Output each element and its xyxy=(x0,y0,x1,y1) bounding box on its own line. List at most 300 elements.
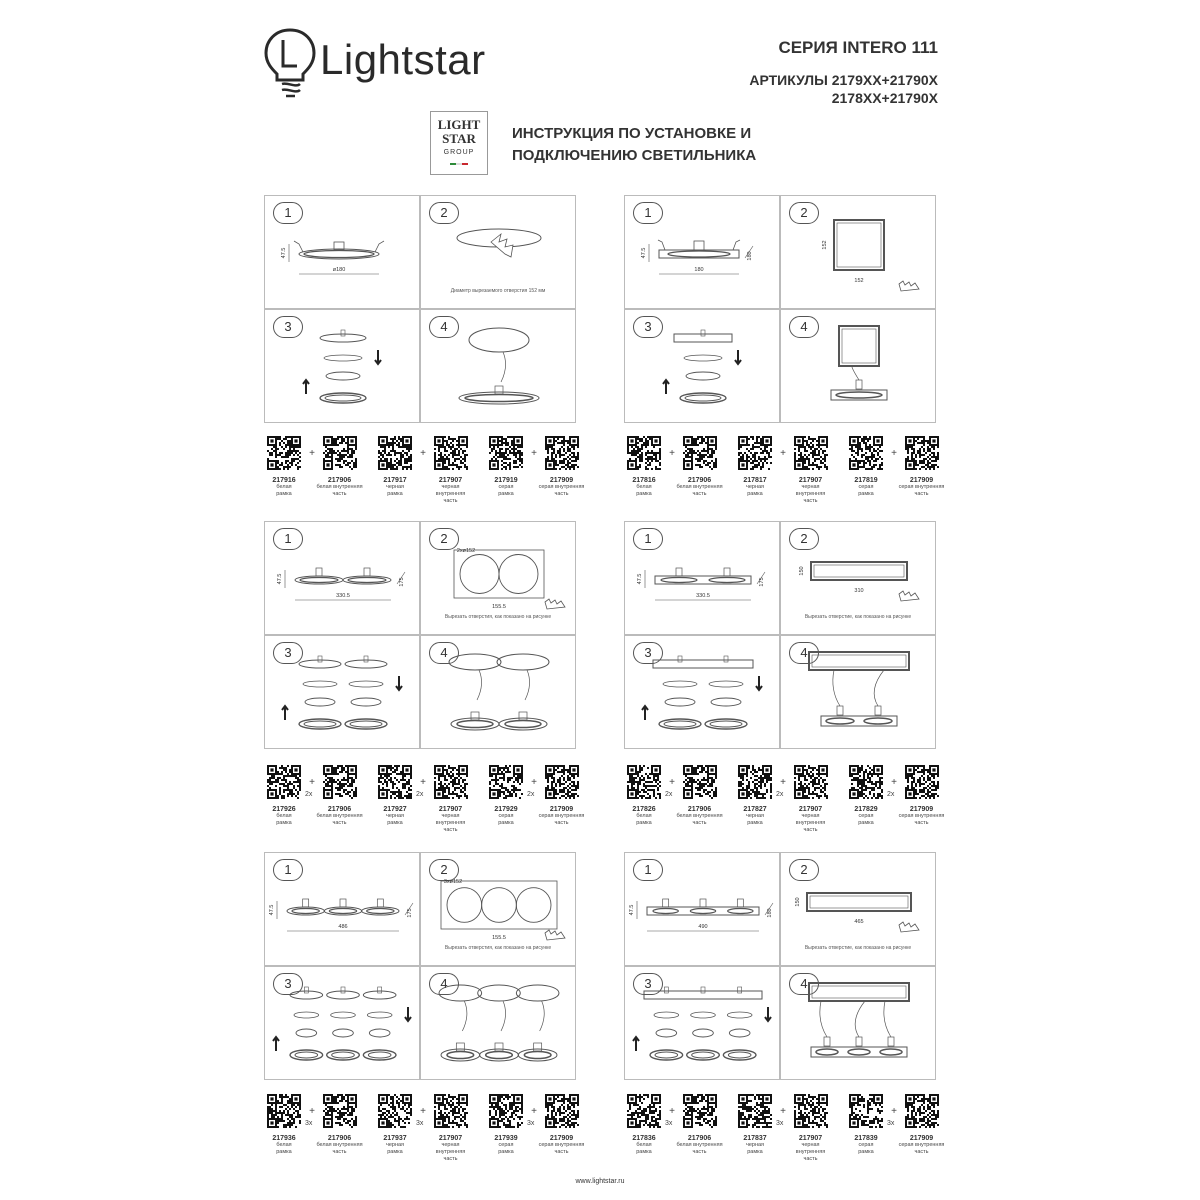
product-description: белая xyxy=(276,1142,292,1148)
product-code-item xyxy=(316,1094,364,1156)
product-description: часть xyxy=(554,1149,569,1155)
brand-logo xyxy=(262,26,502,100)
step-diagram xyxy=(265,522,421,636)
product-code-item xyxy=(260,1094,308,1156)
qr-code-icon[interactable] xyxy=(905,765,939,799)
product-code-item xyxy=(676,436,724,498)
product-description: серая внутренняя xyxy=(538,813,585,819)
dimension-height: 47.5 xyxy=(269,904,275,916)
plus-icon: + xyxy=(780,777,786,788)
step-cell xyxy=(780,852,936,966)
product-codes-row xyxy=(620,765,945,847)
bulb-logo-icon xyxy=(262,26,318,100)
dimension-height: 47.5 xyxy=(277,573,283,585)
dimension-circle: 2xø152 xyxy=(456,548,476,554)
product-codes-row xyxy=(260,765,585,847)
dimension-cut-height: 152 xyxy=(822,240,828,250)
product-description: рамка xyxy=(636,491,652,497)
product-code: 217839 xyxy=(854,1135,878,1142)
step-cell xyxy=(420,309,576,423)
qr-code-icon[interactable] xyxy=(267,436,301,470)
qr-code-icon[interactable] xyxy=(267,1094,301,1128)
dimension-width: ø180 xyxy=(332,267,346,273)
product-description: белая xyxy=(636,813,652,819)
qr-code-icon[interactable] xyxy=(489,436,523,470)
cut-note: Вырезать отверстия, как показано на рисунке xyxy=(444,614,552,620)
product-description: часть xyxy=(443,1156,458,1162)
product-code-item xyxy=(898,436,946,498)
step-diagram xyxy=(625,196,781,310)
product-description: рамка xyxy=(387,820,403,826)
product-code: 217937 xyxy=(383,1135,407,1142)
step-cell xyxy=(780,195,936,309)
dimension-pitch: 155.5 xyxy=(492,604,506,610)
product-description: серая xyxy=(858,813,874,819)
badge-line-2: STAR xyxy=(442,131,476,146)
step-number: 1 xyxy=(633,859,663,881)
quantity-multiplier: 2x xyxy=(887,791,895,798)
product-code-item xyxy=(371,1094,419,1156)
qr-code-icon[interactable] xyxy=(794,436,828,470)
product-code-item xyxy=(538,765,586,827)
product-description: рамка xyxy=(276,820,292,826)
product-code: 217909 xyxy=(909,806,934,813)
product-description: часть xyxy=(803,1156,818,1162)
dimension-cut-width: 465 xyxy=(854,919,864,925)
product-description: черная xyxy=(745,1142,765,1148)
product-description: рамка xyxy=(498,491,514,497)
product-code: 217906 xyxy=(327,477,352,484)
product-code-item xyxy=(787,436,835,505)
dimension-height: 47.5 xyxy=(641,247,647,259)
step-cell xyxy=(624,195,780,309)
product-description: серая xyxy=(858,484,874,490)
quantity-multiplier: 2x xyxy=(416,791,424,798)
product-description: белая xyxy=(276,484,292,490)
quantity-multiplier: 2x xyxy=(527,791,535,798)
product-description: часть xyxy=(692,820,707,826)
product-code: 217907 xyxy=(438,477,463,484)
series-block xyxy=(749,38,938,106)
step-cell xyxy=(264,521,420,635)
product-code: 217906 xyxy=(327,806,352,813)
dimension-height: 47.5 xyxy=(281,247,287,259)
product-description: черная xyxy=(385,484,405,490)
articles-line-2: 2178XX+21790X xyxy=(831,90,938,106)
qr-code-icon[interactable] xyxy=(267,765,301,799)
step-cell xyxy=(420,966,576,1080)
instruction-panel xyxy=(624,195,936,423)
product-code: 217906 xyxy=(687,1135,712,1142)
product-code: 217907 xyxy=(438,806,463,813)
logo-wordmark: Lightstar xyxy=(320,36,486,83)
plus-icon: + xyxy=(891,448,897,459)
product-description: рамка xyxy=(276,1149,292,1155)
plus-icon: + xyxy=(669,777,675,788)
product-codes-row xyxy=(260,436,585,518)
step-cell xyxy=(264,635,420,749)
step-diagram xyxy=(265,967,421,1081)
step-cell xyxy=(780,521,936,635)
qr-code-icon[interactable] xyxy=(378,1094,412,1128)
plus-icon: + xyxy=(420,777,426,788)
instruction-panel xyxy=(264,852,576,1080)
step-diagram xyxy=(421,310,577,424)
instruction-title-line-2: ПОДКЛЮЧЕНИЮ СВЕТИЛЬНИКА xyxy=(512,147,757,164)
product-code: 217916 xyxy=(272,477,296,484)
cut-note: Диаметр вырезаемого отверстия 152 мм xyxy=(450,288,546,294)
product-description: часть xyxy=(803,498,818,504)
instruction-panel xyxy=(264,195,576,423)
step-number: 3 xyxy=(633,316,663,338)
qr-code-icon[interactable] xyxy=(905,436,939,470)
quantity-multiplier: 2x xyxy=(776,791,784,798)
dimension-cut-width: 310 xyxy=(854,588,864,594)
product-code: 217816 xyxy=(632,477,656,484)
quantity-multiplier: 3x xyxy=(416,1120,424,1127)
qr-code-icon[interactable] xyxy=(794,1094,828,1128)
product-code-item xyxy=(538,436,586,498)
product-description: черная внутренняя xyxy=(795,484,826,497)
plus-icon: + xyxy=(531,1106,537,1117)
articles-line-1: АРТИКУЛЫ 2179XX+21790X xyxy=(749,72,938,88)
instruction-title-line-1: ИНСТРУКЦИЯ ПО УСТАНОВКЕ И xyxy=(512,125,752,142)
qr-code-icon[interactable] xyxy=(378,436,412,470)
qr-code-icon[interactable] xyxy=(738,1094,772,1128)
qr-code-icon[interactable] xyxy=(323,1094,357,1128)
product-description: белая xyxy=(276,813,292,819)
qr-code-icon[interactable] xyxy=(738,765,772,799)
product-description: рамка xyxy=(858,491,874,497)
plus-icon: + xyxy=(669,1106,675,1117)
product-description: белая внутренняя xyxy=(676,484,723,490)
qr-code-icon[interactable] xyxy=(434,765,468,799)
product-description: рамка xyxy=(636,820,652,826)
step-number: 2 xyxy=(429,202,459,224)
plus-icon: + xyxy=(420,448,426,459)
product-description: рамка xyxy=(747,820,763,826)
product-codes-row xyxy=(260,1094,585,1176)
product-code-item xyxy=(620,765,668,827)
dimension-height: 47.5 xyxy=(637,573,643,585)
product-code-item xyxy=(842,765,890,827)
product-code-item xyxy=(842,1094,890,1156)
step-number: 3 xyxy=(273,973,303,995)
product-code-item xyxy=(260,765,308,827)
step-number: 3 xyxy=(633,642,663,664)
cut-note: Вырезать отверстия, как показано на рисунке xyxy=(444,945,552,951)
product-description: часть xyxy=(443,827,458,833)
plus-icon: + xyxy=(780,448,786,459)
step-diagram xyxy=(625,853,781,967)
product-description: серая внутренняя xyxy=(898,1142,945,1148)
group-badge xyxy=(430,111,488,175)
product-description: серая внутренняя xyxy=(898,813,945,819)
plus-icon: + xyxy=(309,448,315,459)
italian-flag-icon xyxy=(431,163,487,165)
product-code: 217907 xyxy=(798,477,823,484)
product-description: черная внутренняя xyxy=(795,1142,826,1155)
qr-code-icon[interactable] xyxy=(849,1094,883,1128)
step-diagram xyxy=(625,310,781,424)
step-diagram xyxy=(421,636,577,750)
qr-code-icon[interactable] xyxy=(683,436,717,470)
dimension-cut-width: 152 xyxy=(854,278,864,284)
product-description: серая xyxy=(498,813,514,819)
step-cell xyxy=(264,195,420,309)
step-number: 1 xyxy=(273,859,303,881)
quantity-multiplier: 3x xyxy=(887,1120,895,1127)
qr-code-icon[interactable] xyxy=(323,765,357,799)
product-description: рамка xyxy=(276,491,292,497)
dimension-depth: 175 xyxy=(407,908,413,918)
product-description: часть xyxy=(914,491,929,497)
step-cell xyxy=(264,966,420,1080)
product-code-item xyxy=(787,765,835,834)
dimension-depth: 180 xyxy=(767,908,773,918)
product-description: серая xyxy=(498,484,514,490)
product-code: 217939 xyxy=(494,1135,518,1142)
product-code: 217817 xyxy=(743,477,767,484)
cut-note: Вырезать отверстие, как показано на рисунке xyxy=(804,614,912,620)
qr-code-icon[interactable] xyxy=(905,1094,939,1128)
step-cell xyxy=(624,521,780,635)
plus-icon: + xyxy=(531,448,537,459)
product-description: серая внутренняя xyxy=(538,484,585,490)
step-number: 3 xyxy=(273,642,303,664)
dimension-cut-height: 150 xyxy=(795,897,801,907)
step-cell xyxy=(264,852,420,966)
qr-code-icon[interactable] xyxy=(489,765,523,799)
step-number: 2 xyxy=(789,528,819,550)
product-description: белая внутренняя xyxy=(316,813,363,819)
dimension-width: 490 xyxy=(698,924,708,930)
product-code-item xyxy=(898,1094,946,1156)
product-description: серая xyxy=(858,1142,874,1148)
product-code: 217907 xyxy=(438,1135,463,1142)
qr-code-icon[interactable] xyxy=(627,1094,661,1128)
product-description: белая внутренняя xyxy=(676,1142,723,1148)
qr-code-icon[interactable] xyxy=(545,765,579,799)
step-diagram xyxy=(421,967,577,1081)
instruction-title xyxy=(512,123,756,167)
quantity-multiplier: 2x xyxy=(665,791,673,798)
step-cell xyxy=(420,635,576,749)
product-code-item xyxy=(676,765,724,827)
qr-code-icon[interactable] xyxy=(849,436,883,470)
product-code-item xyxy=(482,436,530,498)
cut-note: Вырезать отверстие, как показано на рисунке xyxy=(804,945,912,951)
step-cell xyxy=(780,966,936,1080)
step-number: 2 xyxy=(789,859,819,881)
product-code-item xyxy=(731,436,779,498)
product-description: рамка xyxy=(498,820,514,826)
product-description: часть xyxy=(332,491,347,497)
step-number: 3 xyxy=(633,973,663,995)
step-number: 1 xyxy=(633,202,663,224)
product-code: 217926 xyxy=(272,806,296,813)
product-code-item xyxy=(427,436,475,505)
product-code: 217909 xyxy=(549,1135,574,1142)
product-code-item xyxy=(371,436,419,498)
qr-code-icon[interactable] xyxy=(434,1094,468,1128)
qr-code-icon[interactable] xyxy=(378,765,412,799)
product-code-item xyxy=(427,1094,475,1163)
product-description: рамка xyxy=(498,1149,514,1155)
quantity-multiplier: 2x xyxy=(305,791,313,798)
product-description: черная внутренняя xyxy=(795,813,826,826)
plus-icon: + xyxy=(531,777,537,788)
product-description: рамка xyxy=(858,820,874,826)
product-code-item xyxy=(620,1094,668,1156)
footer-url: www.lightstar.ru xyxy=(575,1178,625,1185)
product-description: серая внутренняя xyxy=(898,484,945,490)
product-code: 217836 xyxy=(632,1135,656,1142)
product-code: 217906 xyxy=(687,477,712,484)
step-cell xyxy=(420,521,576,635)
plus-icon: + xyxy=(891,1106,897,1117)
product-code-item xyxy=(731,765,779,827)
product-description: рамка xyxy=(747,491,763,497)
step-number: 2 xyxy=(429,859,459,881)
product-description: черная xyxy=(745,484,765,490)
product-description: белая внутренняя xyxy=(316,1142,363,1148)
product-description: часть xyxy=(554,491,569,497)
step-cell xyxy=(420,852,576,966)
step-diagram xyxy=(625,522,781,636)
product-code-item xyxy=(731,1094,779,1156)
qr-code-icon[interactable] xyxy=(323,436,357,470)
plus-icon: + xyxy=(309,1106,315,1117)
step-cell xyxy=(780,309,936,423)
qr-code-icon[interactable] xyxy=(489,1094,523,1128)
product-code: 217919 xyxy=(494,477,518,484)
dimension-height: 47.5 xyxy=(629,904,635,916)
dimension-width: 330.5 xyxy=(336,593,350,599)
product-description: часть xyxy=(443,498,458,504)
product-description: серая xyxy=(498,1142,514,1148)
product-code: 217906 xyxy=(687,806,712,813)
product-description: черная внутренняя xyxy=(435,1142,466,1155)
product-code: 217906 xyxy=(327,1135,352,1142)
step-number: 4 xyxy=(789,973,819,995)
dimension-width: 180 xyxy=(694,267,704,273)
step-number: 2 xyxy=(429,528,459,550)
step-number: 4 xyxy=(429,316,459,338)
step-diagram xyxy=(625,967,781,1081)
product-code: 217909 xyxy=(549,477,574,484)
dimension-width: 486 xyxy=(338,924,348,930)
product-description: черная xyxy=(745,813,765,819)
step-cell xyxy=(624,852,780,966)
step-number: 3 xyxy=(273,316,303,338)
step-number: 2 xyxy=(789,202,819,224)
product-code: 217829 xyxy=(854,806,878,813)
dimension-pitch: 155.5 xyxy=(492,935,506,941)
product-description: часть xyxy=(914,1149,929,1155)
product-description: часть xyxy=(332,1149,347,1155)
series-title: СЕРИЯ INTERO 111 xyxy=(778,38,938,57)
qr-code-icon[interactable] xyxy=(545,436,579,470)
qr-code-icon[interactable] xyxy=(738,436,772,470)
product-code: 217929 xyxy=(494,806,518,813)
product-code: 217907 xyxy=(798,1135,823,1142)
step-diagram xyxy=(265,853,421,967)
product-description: белая xyxy=(636,484,652,490)
product-description: белая внутренняя xyxy=(316,484,363,490)
step-cell xyxy=(420,195,576,309)
product-code: 217827 xyxy=(743,806,767,813)
product-description: рамка xyxy=(636,1149,652,1155)
step-diagram xyxy=(625,636,781,750)
plus-icon: + xyxy=(669,448,675,459)
plus-icon: + xyxy=(891,777,897,788)
product-description: часть xyxy=(692,1149,707,1155)
dimension-depth: 180 xyxy=(747,251,753,261)
step-diagram xyxy=(781,196,937,310)
step-number: 4 xyxy=(429,642,459,664)
product-code: 217909 xyxy=(549,806,574,813)
qr-code-icon[interactable] xyxy=(849,765,883,799)
dimension-depth: 175 xyxy=(759,577,765,587)
step-diagram xyxy=(265,310,421,424)
dimension-depth: 175 xyxy=(399,577,405,587)
product-description: рамка xyxy=(387,1149,403,1155)
product-code: 217837 xyxy=(743,1135,767,1142)
qr-code-icon[interactable] xyxy=(683,765,717,799)
qr-code-icon[interactable] xyxy=(627,765,661,799)
badge-line-3: GROUP xyxy=(443,149,475,156)
product-code: 217826 xyxy=(632,806,656,813)
quantity-multiplier: 3x xyxy=(665,1120,673,1127)
plus-icon: + xyxy=(309,777,315,788)
product-description: черная внутренняя xyxy=(435,813,466,826)
product-code: 217907 xyxy=(798,806,823,813)
product-code: 217936 xyxy=(272,1135,296,1142)
qr-code-icon[interactable] xyxy=(545,1094,579,1128)
step-cell xyxy=(780,635,936,749)
step-cell xyxy=(624,966,780,1080)
plus-icon: + xyxy=(780,1106,786,1117)
step-number: 1 xyxy=(273,202,303,224)
step-number: 4 xyxy=(789,316,819,338)
product-description: часть xyxy=(554,820,569,826)
product-description: черная xyxy=(385,1142,405,1148)
instruction-panel xyxy=(264,521,576,749)
product-description: часть xyxy=(332,820,347,826)
product-code-item xyxy=(676,1094,724,1156)
qr-code-icon[interactable] xyxy=(627,436,661,470)
product-code-item xyxy=(898,765,946,827)
product-code-item xyxy=(482,765,530,827)
dimension-circle: 3xø152 xyxy=(443,879,463,885)
step-diagram xyxy=(781,636,937,750)
step-diagram xyxy=(781,967,937,1081)
product-code: 217909 xyxy=(909,477,934,484)
dimension-cut-height: 150 xyxy=(799,566,805,576)
step-cell xyxy=(264,309,420,423)
product-code-item xyxy=(787,1094,835,1163)
product-description: рамка xyxy=(747,1149,763,1155)
product-description: белая внутренняя xyxy=(676,813,723,819)
step-diagram xyxy=(265,636,421,750)
product-code: 217927 xyxy=(383,806,407,813)
product-codes-row xyxy=(620,436,945,518)
product-code-item xyxy=(427,765,475,834)
qr-code-icon[interactable] xyxy=(683,1094,717,1128)
qr-code-icon[interactable] xyxy=(794,765,828,799)
qr-code-icon[interactable] xyxy=(434,436,468,470)
